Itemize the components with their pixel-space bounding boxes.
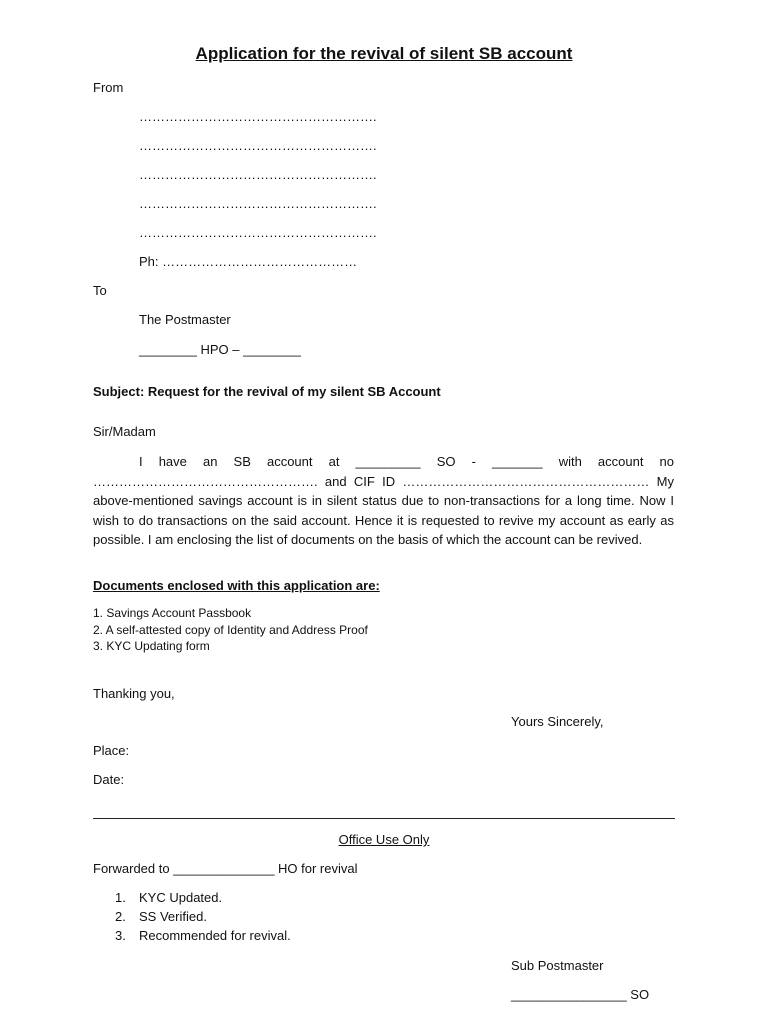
office-list-text: SS Verified. (139, 909, 207, 924)
to-addressee: The Postmaster (139, 312, 231, 327)
body-paragraph (93, 452, 674, 550)
office-list-item (115, 890, 222, 905)
from-label: From (93, 80, 124, 95)
section-divider (93, 818, 675, 819)
place-label: Place: (93, 743, 130, 758)
document-title: Application for the revival of silent SB account (195, 44, 573, 63)
office-list-number: 2. (115, 909, 126, 924)
thanking-line: Thanking you, (93, 686, 175, 701)
office-list-number: 1. (115, 890, 126, 905)
yours-sincerely: Yours Sincerely, (511, 714, 604, 729)
office-use-heading: Office Use Only (338, 832, 430, 847)
from-address-line: ………………………………………………. (139, 167, 377, 182)
document-item: 2. A self-attested copy of Identity and Address Proof (93, 623, 368, 637)
office-list-text: KYC Updated. (139, 890, 223, 905)
office-list-item (115, 928, 291, 943)
documents-heading: Documents enclosed with this application are: (93, 578, 380, 593)
document-item: 3. KYC Updating form (93, 639, 210, 653)
office-list-text: Recommended for revival. (139, 928, 291, 943)
salutation: Sir/Madam (93, 424, 156, 439)
from-address-line: ………………………………………………. (139, 225, 377, 240)
office-list-item (115, 909, 207, 924)
to-hpo-line: ________ HPO – ________ (139, 342, 301, 357)
document-item: 1. Savings Account Passbook (93, 606, 252, 620)
sub-postmaster-label: Sub Postmaster (511, 958, 604, 973)
body-text: I have an SB account at _________ SO - _______ with account no ……………………………………………. and CIF ID ………………………………………………… My above-mentioned savings account is in silent status due to non-transactions for a long time. Now I wish to do transactions on the said account. Hence it is requested to revive my account as early as possible. I am enclosing the list of documents on the basis of which the account can be revived. (93, 454, 674, 547)
from-address-line: ………………………………………………. (139, 109, 377, 124)
from-address-line: ………………………………………………. (139, 138, 377, 153)
from-address-line: ………………………………………………. (139, 196, 377, 211)
so-signature-line: ________________ SO (511, 987, 650, 1002)
subject-line: Subject: Request for the revival of my silent SB Account (93, 384, 441, 399)
date-label: Date: (93, 772, 125, 787)
office-list-number: 3. (115, 928, 126, 943)
to-label: To (93, 283, 107, 298)
from-phone-line: Ph: ……………………………………… (139, 254, 358, 269)
forwarded-line: Forwarded to ______________ HO for revival (93, 861, 358, 876)
